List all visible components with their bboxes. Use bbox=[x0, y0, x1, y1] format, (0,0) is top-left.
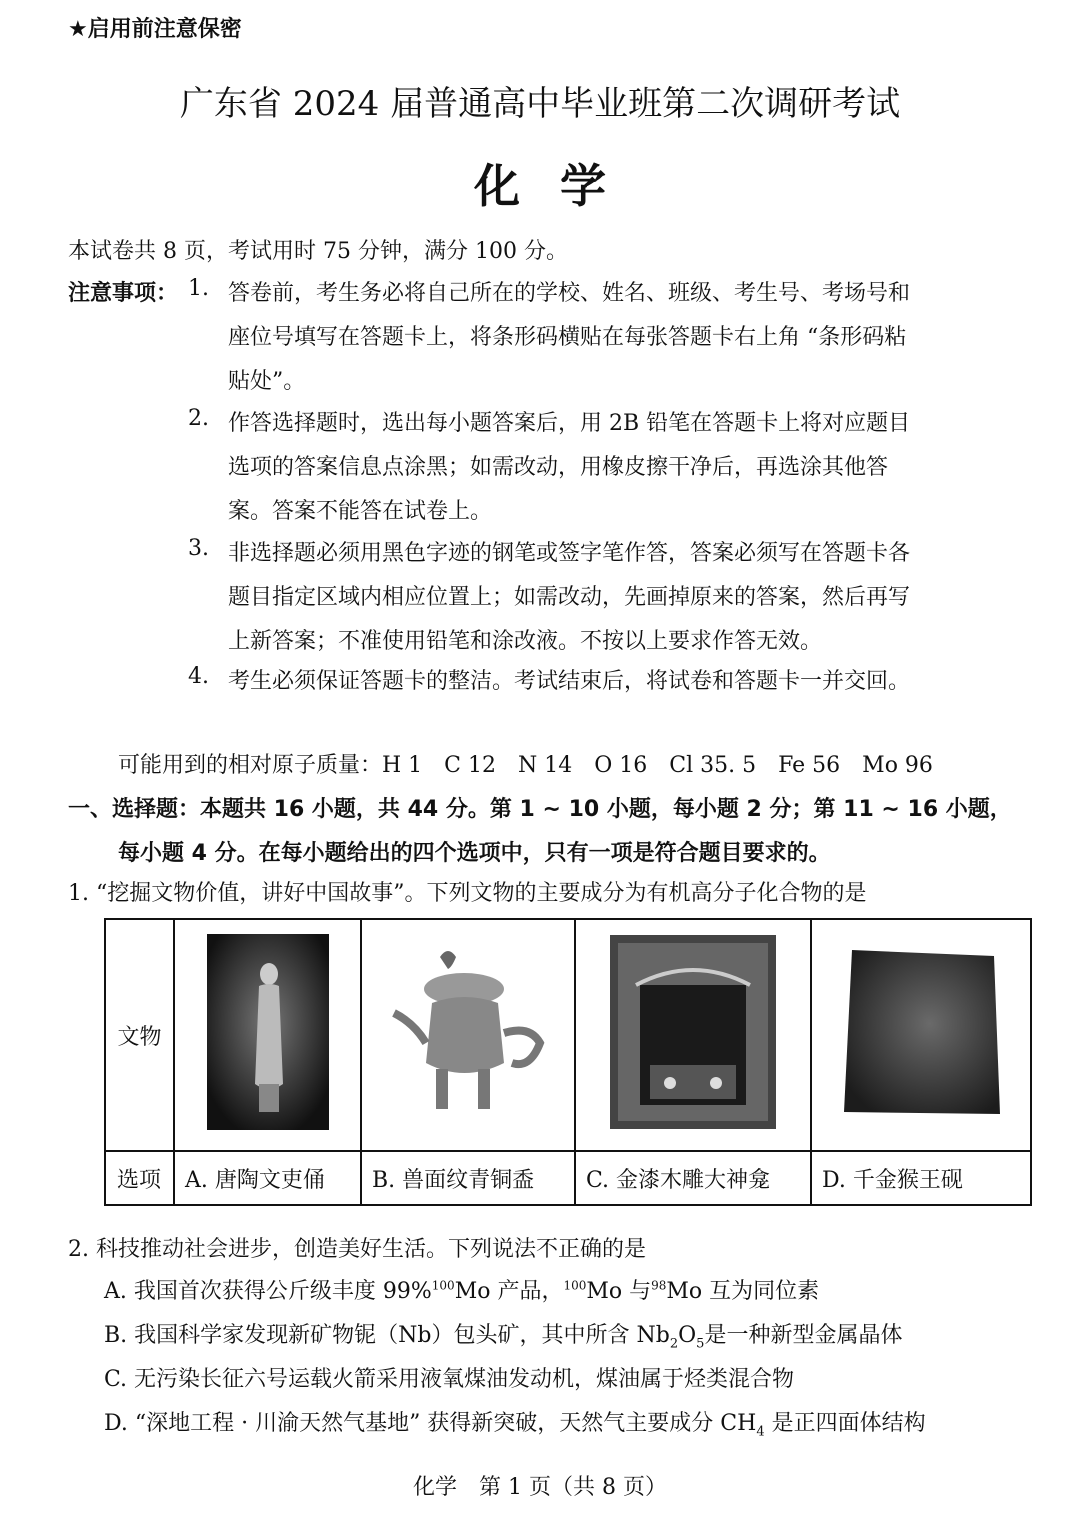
q2-option-c: C. 无污染长征六号运载火箭采用液氧煤油发动机，煤油属于烃类混合物 bbox=[104, 1367, 795, 1392]
relic-table bbox=[104, 918, 1032, 1206]
note-line: 座位号填写在答题卡上，将条形码横贴在每张答题卡右上角 “条形码粘 bbox=[228, 325, 907, 350]
note-line: 题目指定区域内相应位置上；如需改动，先画掉原来的答案，然后再写 bbox=[228, 585, 911, 610]
note-number: 3. bbox=[188, 536, 209, 561]
note-line: 贴处”。 bbox=[228, 369, 306, 394]
note-number: 1. bbox=[188, 276, 209, 301]
q2-option-b: B. 我国科学家发现新矿物铌（Nb）包头矿，其中所含 $Nb_2O_5$是一种新型金属晶体 bbox=[104, 1323, 903, 1352]
note-line: 选项的答案信息点涂黑；如需改动，用橡皮擦干净后，再选涂其他答 bbox=[228, 455, 889, 480]
page-footer: 化学 第 1 页（共 8 页） bbox=[413, 1475, 667, 1500]
exam-title: 广东省 2024 届普通高中毕业班第二次调研考试 bbox=[179, 84, 901, 124]
option-d: D. 千金猴王砚 bbox=[811, 1151, 1031, 1205]
note-number: 4. bbox=[188, 664, 209, 689]
relic-image-cell-c bbox=[575, 919, 811, 1151]
confidential-notice: ★启用前注意保密 bbox=[68, 17, 242, 42]
q2-option-d: D. “深地工程 · 川渝天然气基地” 获得新突破，天然气主要成分 $CH_4$ 是正四面体结构 bbox=[104, 1411, 926, 1440]
notes-label: 注意事项： bbox=[68, 281, 179, 306]
option-row-label: 选项 bbox=[105, 1151, 174, 1205]
subject-title: 化学 bbox=[474, 159, 646, 213]
q2-option-a: A. 我国首次获得公斤级丰度 99%$^{100}$Mo 产品，$^{100}$Mo 与$^{98}$Mo 互为同位素 bbox=[104, 1278, 820, 1304]
note-line: 非选择题必须用黑色字迹的钢笔或签字笔作答，答案必须写在答题卡各 bbox=[228, 541, 911, 566]
question-1-stem: 1. “挖掘文物价值，讲好中国故事”。下列文物的主要成分为有机高分子化合物的是 bbox=[68, 881, 867, 906]
inkstone-image bbox=[838, 944, 1004, 1120]
intro-text: 本试卷共 8 页，考试用时 75 分钟，满分 100 分。 bbox=[68, 239, 568, 264]
question-2-stem: 2. 科技推动社会进步，创造美好生活。下列说法不正确的是 bbox=[68, 1237, 646, 1262]
atomic-masses: 可能用到的相对原子质量：H 1 C 12 N 14 O 16 Cl 35. 5 Fe 56 Mo 96 bbox=[118, 753, 933, 778]
note-line: 上新答案；不准使用铅笔和涂改液。不按以上要求作答无效。 bbox=[228, 629, 823, 654]
option-a: A. 唐陶文吏俑 bbox=[174, 1151, 361, 1205]
relic-row-label: 文物 bbox=[105, 919, 174, 1151]
section-heading-cont: 每小题 4 分。在每小题给出的四个选项中，只有一项是符合题目要求的。 bbox=[118, 841, 831, 866]
option-c: C. 金漆木雕大神龛 bbox=[575, 1151, 811, 1205]
note-line: 答卷前，考生务必将自己所在的学校、姓名、班级、考生号、考场号和 bbox=[228, 281, 911, 306]
relic-image-cell-d bbox=[811, 919, 1031, 1151]
option-b: B. 兽面纹青铜盉 bbox=[361, 1151, 575, 1205]
carved-shrine-image bbox=[610, 935, 776, 1129]
relic-image-cell-a bbox=[174, 919, 361, 1151]
section-heading: 一、选择题：本题共 16 小题，共 44 分。第 1 ~ 10 小题，每小题 2 分；第 11 ~ 16 小题， bbox=[68, 797, 1012, 822]
pottery-figurine-image bbox=[207, 934, 329, 1130]
bronze-vessel-image bbox=[380, 943, 556, 1121]
note-line: 案。答案不能答在试卷上。 bbox=[228, 499, 493, 524]
relic-image-cell-b bbox=[361, 919, 575, 1151]
note-number: 2. bbox=[188, 406, 209, 431]
note-line: 考生必须保证答题卡的整洁。考试结束后，将试卷和答题卡一并交回。 bbox=[228, 669, 911, 694]
note-line: 作答选择题时，选出每小题答案后，用 2B 铅笔在答题卡上将对应题目 bbox=[228, 411, 911, 436]
